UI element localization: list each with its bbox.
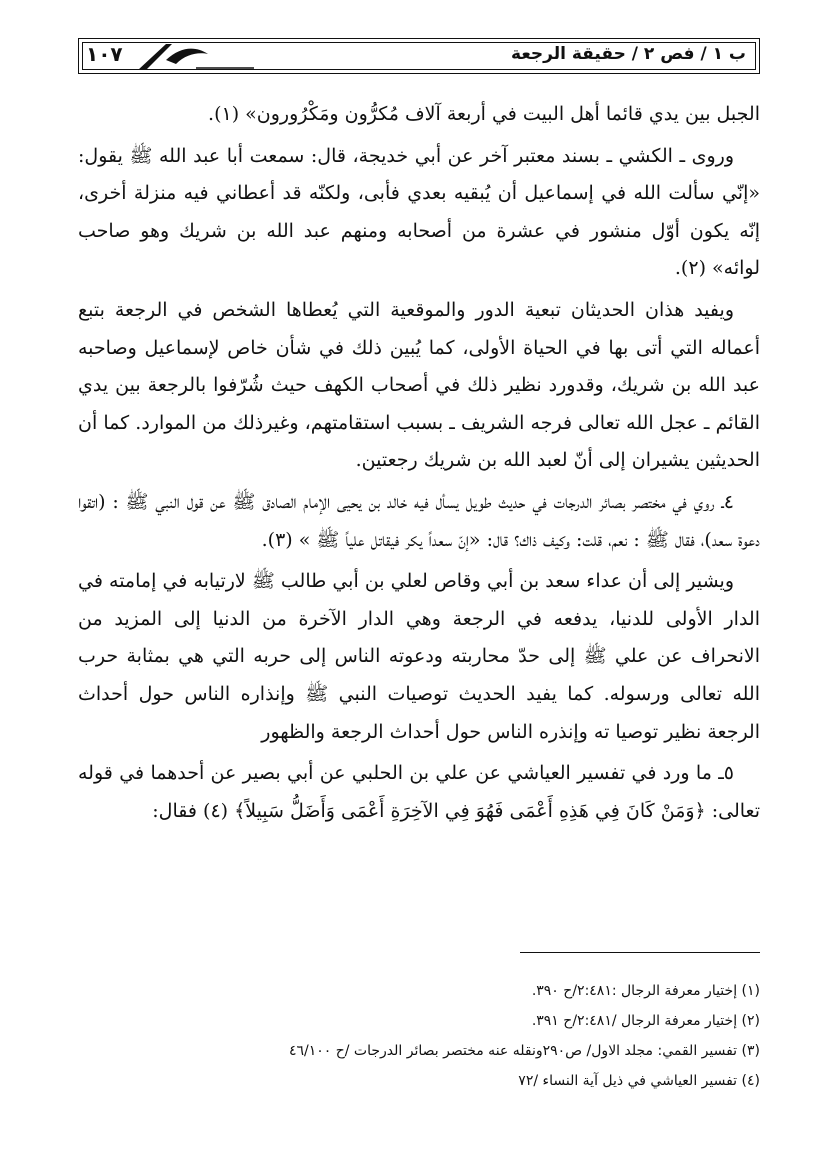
footnotes (78, 976, 760, 1096)
footnote-3: (٣) تفسير القمي: مجلد الاول/ ص٢٩٠ونقله عنه مختصر بصائر الدرجات /ح ٤٦/١٠٠ (288, 1043, 760, 1059)
page-number: ١٠٧ (86, 42, 123, 66)
paragraph-5: ويشير إلى أن عداء سعد بن أبي وقاص لعلي بن أبي طالب ﷺ لارتيابه في إمامته في الدار الأولى للدنيا، يدفعه في الرجعة وهي الدار الآخرة من الدنيا إلى المزيد من الانحراف عن علي ﷺ إلى حدّ محاربته ودعوته الناس إلى حربه التي هي بمثابة حرب الله تعالى ورسوله. كما يفيد الحديث توصيات النبي ﷺ وإنذاره الناس حول أحداث الرجعة نظير توصيا ته وإنذره الناس حول أحداث الرجعة والظهور (78, 570, 760, 743)
body-text (78, 96, 760, 834)
footnote-4: (٤) تفسير العياشي في ذيل آية النساء /٧٢ (518, 1073, 760, 1089)
paragraph-6: ٥ـ ما ورد في تفسير العياشي عن علي بن الحلبي عن أبي بصير عن أحدهما في قوله تعالى: ﴿وَمَنْ كَانَ فِي هَذِهِ أَعْمَى فَهُوَ فِي الآخِرَةِ أَعْمَى وَأَضَلُّ سَبِيلاً﴾ (٤) فقال: (78, 762, 760, 822)
running-title: ب ١ / فص ٢ / حقيقة الرجعة (511, 44, 746, 64)
footnote-2: (٢) إختيار معرفة الرجال /٢:٤٨١/ح ٣٩١. (531, 1013, 760, 1029)
footnote-1: (١) إختيار معرفة الرجال :٢:٤٨١/ح ٣٩٠. (531, 983, 760, 999)
paragraph-3: ويفيد هذان الحديثان تبعية الدور والموقعية التي يُعطاها الشخص في الرجعة بتبع أعماله التي أتى بها في الحياة الأولى، كما يُبين ذلك في شأن خاص لإسماعيل وصاحبه عبد الله بن شريك، وقدورد نظير ذلك في أصحاب الكهف حيث شُرّفوا بالرجعة بين يدي القائم ـ عجل الله تعالى فرجه الشريف ـ بسبب استقامتهم، وغيرذلك من الموارد. كما أن الحديثين يشيران إلى أنّ لعبد الله بن شريك رجعتين. (78, 298, 760, 472)
page-header (78, 38, 760, 74)
paragraph-2: وروى ـ الكشي ـ بسند معتبر آخر عن أبي خديجة، قال: سمعت أبا عبد الله ﷺ يقول: «إنّي سألت الله في إسماعيل أن يُبقيه بعدي فأبى، ولكنّه قد أعطاني فيه منزلة أخرى، إنّه يكون أوّل منشور في عشرة من أصحابه ومنهم عبد الله بن شريك وهو صاحب لوائه» (٢). (78, 144, 760, 280)
paragraph-4: ٤ـ روي في مختصر بصائر الدرجات في حديث طويل يسأل فيه خالد بن يحيى الإمام الصادق ﷺ عن قول النبي ﷺ : (اتقوا دعوة سعد)، فقال ﷺ : نعم، قلت: وكيف ذاك؟ قال: «إنّ سعداً يكر فيقاتل علياً ﷺ » (٣). (78, 490, 760, 551)
ornament-icon (136, 40, 256, 72)
paragraph-1: الجبل بين يدي قائما أهل البيت في أربعة آلاف مُكرُّون ومَكْرُورون» (١). (208, 103, 760, 125)
footnote-divider (520, 952, 760, 953)
